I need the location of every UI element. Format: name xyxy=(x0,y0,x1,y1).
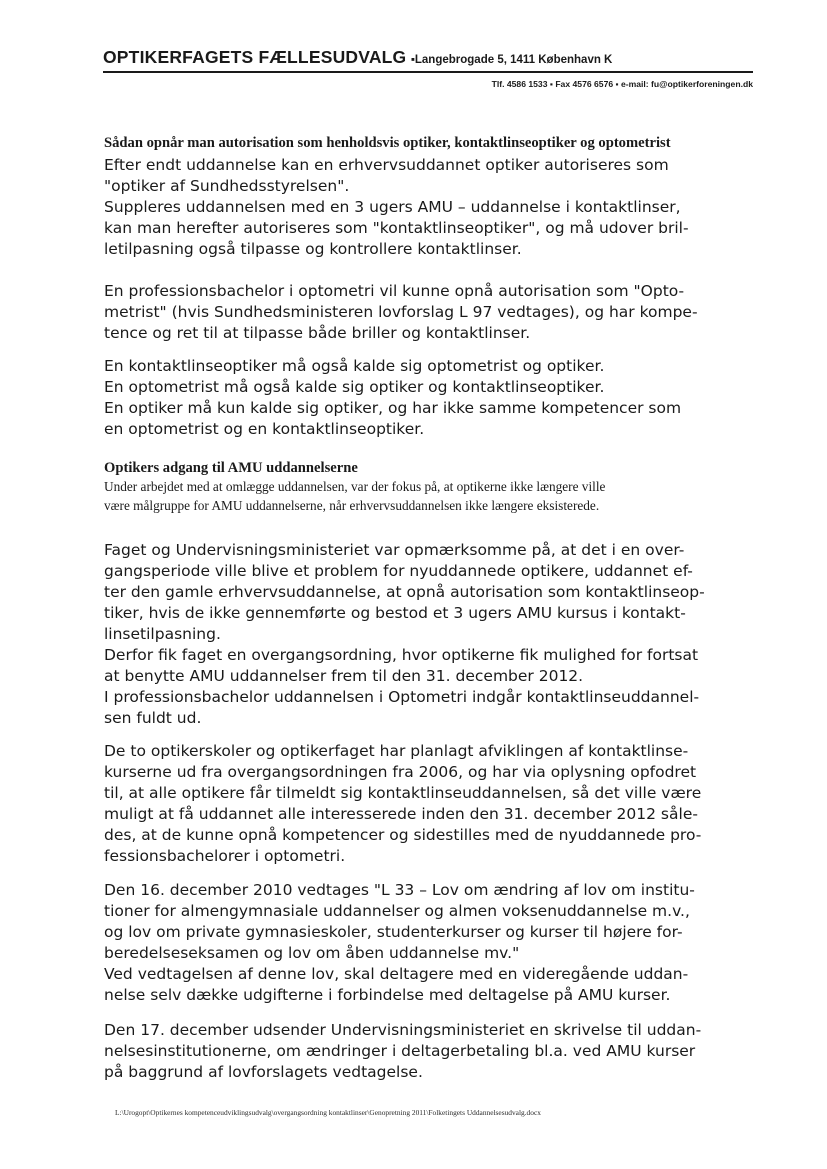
text-line: En optiker må kun kalde sig optiker, og har ikke samme kompetencer som xyxy=(104,399,682,417)
contact-line: Tlf. 4586 1533 ▪ Fax 4576 6576 ▪ e-mail: fu@optikerforeningen.dk xyxy=(491,79,753,89)
text-line: fessionsbachelorer i optometri. xyxy=(104,847,346,865)
text-line: tence og ret til at tilpasse både briller og kontaktlinser. xyxy=(104,324,531,342)
section-heading-autorisation: Sådan opnår man autorisation som henholdsvis optiker, kontaktlinseoptiker og optometrist xyxy=(104,135,671,151)
text-line: kurserne ud fra overgangsordningen fra 2006, og har via oplysning opfodret xyxy=(104,763,697,781)
letterhead xyxy=(103,47,753,73)
text-line: tiker, hvis de ikke gennemførte og bestod et 3 ugers AMU kursus i kontakt- xyxy=(104,604,686,622)
paragraph xyxy=(104,281,764,344)
text-line: Ved vedtagelsen af denne lov, skal deltagere med en videregående uddan- xyxy=(104,965,689,983)
separator-bullet: ▪ xyxy=(410,54,415,66)
text-line: at benytte AMU uddannelser frem til den 31. december 2012. xyxy=(104,667,584,685)
paragraph xyxy=(104,1020,764,1083)
text-line: Suppleres uddannelsen med en 3 ugers AMU – uddannelse i kontaktlinser, xyxy=(104,198,681,216)
footer-file-path: L:\Urogopt\Optikernes kompetenceudviklingsudvalg\overgangsordning kontaktlinser\Genopretning 2011\Folketingets Uddannelsesudvalg.docx xyxy=(115,1108,541,1117)
organization-address: Langebrogade 5, 1411 København K xyxy=(414,54,613,66)
text-line: til, at alle optikere får tilmeldt sig kontaktlinseuddannelsen, så det ville være xyxy=(104,784,702,802)
organization-name: OPTIKERFAGETS FÆLLESUDVALG xyxy=(103,47,407,67)
text-line: tioner for almengymnasiale uddannelser og almen voksenuddannelse m.v., xyxy=(104,902,690,920)
paragraph xyxy=(104,356,764,440)
text-line: Under arbejdet med at omlægge uddannelsen, var der fokus på, at optikerne ikke længere ville xyxy=(104,479,606,494)
text-line: metrist" (hvis Sundhedsministeren lovforslag L 97 vedtages), og har kompe- xyxy=(104,303,698,321)
paragraph xyxy=(104,155,764,260)
text-line: linsetilpasning. xyxy=(104,625,221,643)
text-line: kan man herefter autoriseres som "kontaktlinseoptiker", og må udover bril- xyxy=(104,219,689,237)
text-line: De to optikerskoler og optikerfaget har planlagt afviklingen af kontaktlinse- xyxy=(104,742,689,760)
text-line: muligt at få uddannet alle interesserede inden den 31. december 2012 såle- xyxy=(104,805,698,823)
text-line: I professionsbachelor uddannelsen i Optometri indgår kontaktlinseuddannel- xyxy=(104,688,700,706)
text-line: sen fuldt ud. xyxy=(104,709,202,727)
text-line: En professionsbachelor i optometri vil kunne opnå autorisation som "Opto- xyxy=(104,282,685,300)
paragraph xyxy=(104,540,764,729)
text-line: ter den gamle erhvervsuddannelse, at opnå autorisation som kontaktlinseop- xyxy=(104,583,705,601)
text-line: nelsesinstitutionerne, om ændringer i deltagerbetaling bl.a. ved AMU kurser xyxy=(104,1042,696,1060)
text-line: på baggrund af lovforslagets vedtagelse. xyxy=(104,1063,423,1081)
text-line: og lov om private gymnasieskoler, studenterkurser og kurser til højere for- xyxy=(104,923,683,941)
text-line: En optometrist må også kalde sig optiker og kontaktlinseoptiker. xyxy=(104,378,605,396)
text-line: beredelseseksamen og lov om åben uddannelse mv." xyxy=(104,944,520,962)
paragraph xyxy=(104,880,764,1006)
text-line: "optiker af Sundhedsstyrelsen". xyxy=(104,177,350,195)
text-line: en optometrist og en kontaktlinseoptiker. xyxy=(104,420,425,438)
text-line: Den 17. december udsender Undervisningsministeriet en skrivelse til uddan- xyxy=(104,1021,702,1039)
text-line: Den 16. december 2010 vedtages "L 33 – Lov om ændring af lov om institu- xyxy=(104,881,695,899)
text-line: Faget og Undervisningsministeriet var opmærksomme på, at det i en over- xyxy=(104,541,685,559)
text-line: være målgruppe for AMU uddannelserne, når erhvervsuddannelsen ikke længere eksisterede. xyxy=(104,498,600,513)
text-line: nelse selv dække udgifterne i forbindelse med deltagelse på AMU kurser. xyxy=(104,986,671,1004)
intro-paragraph xyxy=(104,477,764,515)
text-line: Derfor fik faget en overgangsordning, hvor optikerne fik mulighed for fortsat xyxy=(104,646,699,664)
text-line: letilpasning også tilpasse og kontrollere kontaktlinser. xyxy=(104,240,522,258)
text-line: Efter endt uddannelse kan en erhvervsuddannet optiker autoriseres som xyxy=(104,156,669,174)
text-line: des, at de kunne opnå kompetencer og sidestilles med de nyuddannede pro- xyxy=(104,826,702,844)
paragraph xyxy=(104,741,764,867)
section-heading-amu: Optikers adgang til AMU uddannelserne xyxy=(104,460,358,476)
text-line: gangsperiode ville blive et problem for nyuddannede optikere, uddannet ef- xyxy=(104,562,693,580)
text-line: En kontaktlinseoptiker må også kalde sig optometrist og optiker. xyxy=(104,357,605,375)
